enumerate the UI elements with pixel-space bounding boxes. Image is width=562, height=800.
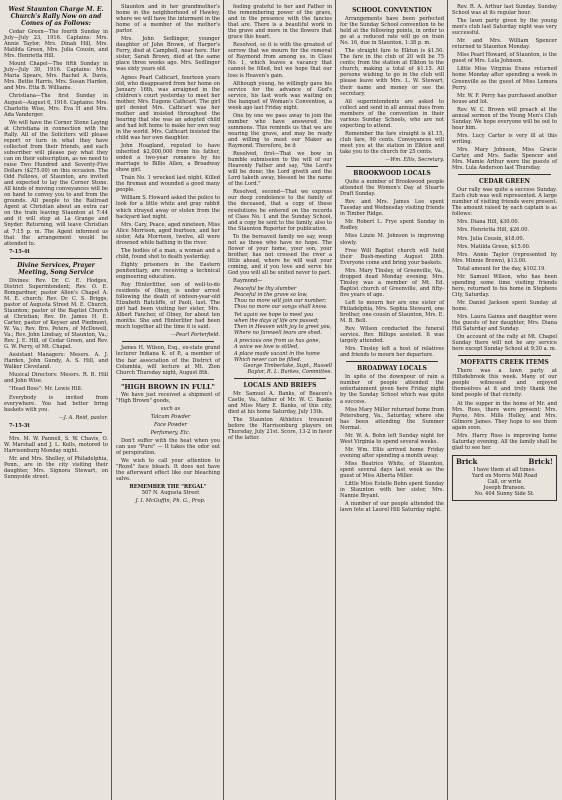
ad-line: Perfumery, Etc. bbox=[150, 429, 191, 436]
poem-line: Yet again we hope to meet you bbox=[234, 312, 314, 319]
paragraph: Everybody is invited from everywhere. You had better bring baskets with you. bbox=[4, 394, 108, 413]
paragraph: Mr. Samuel Wilson, who has been spending some time visiting friends here, returned to his home in Stephens City, Saturday. bbox=[452, 273, 557, 298]
column-4 bbox=[336, 0, 448, 800]
divider bbox=[234, 378, 326, 379]
paragraph: James H. Wilson, Esq., ex-state grand lecturer Indiana K. of P., a member of the bar association of the District of Columbia, will lecture at Mt. Zion Church Thursday night, August 8th. bbox=[116, 345, 220, 376]
brookwood-heading: BROOKWOOD LOCALS bbox=[353, 170, 431, 178]
paragraph: One by one we pass away to join the number who have answered the summons. This reminds us that we are nearing the grave, and may be ready and willing to meet our Maker as Raymond. Therefore, be it bbox=[228, 112, 332, 150]
poem-line: when the days of life are passed; bbox=[234, 318, 319, 325]
paragraph: Mrs. Matilda Green, $15.00. bbox=[457, 243, 531, 250]
divine-services-heading: Divine Services, Prayer Meeting, Song Service bbox=[17, 261, 95, 276]
paragraph: Mrs. Mary Tinsley, of Greenville, Va., dropped dead Monday evening. Mrs. Tinsley was a member of Mt. Ed. Baptist church of Greenville, and fifty-five years of age. bbox=[340, 267, 444, 298]
advertisement-regal bbox=[116, 384, 220, 505]
paragraph: Mr. Daniel Jackson spent Sunday at home. bbox=[452, 299, 557, 312]
brick-advertisement bbox=[452, 455, 557, 501]
paragraph: Mr. and Mrs. Shelley, of Philadelphia, Penn., are in the city visiting their daughter, Mrs. Signora Stewart, on Sunnyside street. bbox=[4, 455, 108, 481]
paragraph: Mr. Samuel A. Banks, of Beacon's Castle, Va., father of Mr. W. C. Banks and Miss Mary E. Banks, of this city, died at his home Saturday, July 15th. bbox=[228, 390, 332, 415]
paragraph: Resolved, so it is with the greatest of sorrow that we mourn for the removal of Raymond from among us, in Class No. 1, which leaves a vacancy that cannot be filled, but we hope that our loss is Heaven's gain. bbox=[228, 42, 332, 79]
ad-body: We wish to call your attention to "Rozol" face bleach. It does not have the afterward effect like our bleaching salve. bbox=[116, 458, 220, 483]
paragraph: Miss Beatrice White, of Staunton, spent several days last week as the guest of Miss Alberta Miller. bbox=[340, 460, 444, 480]
paragraph: The Staunton Athletics trounced before the Harrisonburg players on Thursday, July 21st. Score, 13-2 in favor of the latter. bbox=[228, 416, 332, 442]
paragraph: We will have the Corner Stone Laying at Christiana in connection with the Rally. All of the Solicitors will please report or turn in what they have collected from their friends, and each subscriber will please pay what they can on their subscription, as we need to raise Two Hundred and Seventy-Five Dollars ($275.00) on this occasion. The Odd Fellows, of Staunton, are invited and expected to lay the Corner Stone. All kinds of moving conveyances will be on hand to convey you to and from the grounds. All people to the Railroad Agent at Christian about an extra car on the train leaving Staunton at 7:44 and it will stop at La Grange and Snyder. Returning, will leave Christian at 7:15 p. m. The Agent informed us that the arrangement would be attended to. bbox=[4, 119, 108, 247]
paragraph: Rev. and Mrs. James Lee spent Tuesday and Wednesday visiting friends in Timber Ridge. bbox=[340, 199, 444, 218]
paragraph: Mr. and Mrs. William Spencer returned to Staunton Monday. bbox=[452, 38, 557, 51]
sig: Raymond— bbox=[233, 278, 263, 285]
paragraph: feeling grateful to her and Father in the remembering power of the grave, and in the presence with the fancies that are. There is a beautiful work in the grave and more in the flowers that grace this heart. bbox=[228, 4, 332, 41]
paragraph: Left to mourn her are one sister of Philadelphia, Mrs. Sophia Steward, one brother, one cousin of Staunton, Mrs. E. M. B. Bell. bbox=[340, 299, 444, 325]
ad-line: I have them at all times. bbox=[473, 466, 536, 473]
divider bbox=[346, 166, 438, 167]
paragraph: Rev. Wilson conducted the funeral service. Rev. Billups assisted. It was largely attended. bbox=[340, 326, 444, 345]
paragraph: Cedar Green—The fourth Sunday in July—July 23, 1916. Captains: Mrs. Annie Taylor, Mrs. Dinah Hill, Mrs. Matilda Green, Mrs. Julia Cousin, and Mrs. Henrietta Hill. bbox=[4, 29, 108, 60]
paragraph: Resolved, first—That we bow in humble submission to the will of our Heavenly Father and say, "the Lord's will be done; the Lord giveth and the Lord taketh away, blessed be the name of the Lord." bbox=[228, 151, 332, 188]
paragraph: Mrs. Tinsley left a host of relatives and friends to mourn her departure. bbox=[340, 346, 444, 359]
paragraph: On account of the rally at Mt. Chapel Sunday there will not be any service here except Sunday School at 9:30 a. m. bbox=[452, 334, 557, 353]
paragraph: Assistant Managers: Messrs. A. J. Harden, John Gundy, A. S. Hill, and Walker Cleveland. bbox=[4, 352, 108, 371]
poem-line: Peaceful be thy slumber bbox=[234, 286, 297, 293]
ad-proprietor: J. I. McGuffin, Ph. G., Prop. bbox=[135, 498, 206, 505]
cedar-green-heading: CEDAR GREEN bbox=[478, 178, 531, 186]
divider bbox=[10, 432, 102, 433]
paragraph: Mrs. Mary Johnson, Miss Gracie Carter, and Mrs. Sadie Spencer and Mrs. Mamie Arthur were the guests of Mrs. Lula Anderson last Thursday. bbox=[452, 146, 557, 172]
paragraph: Rev. R. A. Arthur last Sunday. Sunday School was at its regular hour. bbox=[452, 4, 557, 17]
paragraph: Agnes Pearl Cathcart, fourteen years old, who disappeared from her home on January 16th, was arraigned in the children's court yesterday to meet her mother, Mrs. Eugene Cathcart. The girl girl denied Mrs. Cathcart was her mother and insisted throughout the hearing that she was an adopted child and had left home to make her own way in the world. Mrs. Cathcart insisted the child was her own daughter. bbox=[116, 74, 220, 141]
paragraph: Mr. Wm. Ellis arrived home Friday evening after spending a month away. bbox=[340, 446, 444, 459]
locals-heading: LOCALS AND BRIEFS bbox=[243, 381, 317, 389]
ad-address: 507 N. Augusta Street bbox=[141, 490, 200, 497]
paragraph: Miss Lizzie M. Johnson is improving slowly. bbox=[340, 233, 444, 246]
paragraph: Although young, he willingly gave his service for the advance of God's service, his last work was waiting on the banquet of Woman's Convention, a week ago last Friday night. bbox=[228, 80, 332, 111]
divider bbox=[346, 361, 438, 362]
poem-line: Where no farewell tears are shed. bbox=[234, 330, 322, 337]
ad-remember: REMEMBER THE "REGAL" bbox=[129, 484, 207, 491]
paragraph: Mrs. Henrietta Hill, $26.00. bbox=[457, 227, 530, 234]
divider bbox=[10, 258, 102, 259]
poem-line: Peaceful in the grave so low, bbox=[234, 292, 308, 299]
paragraph: Quite a number of Brookwood people attended the Women's Day at Stuarts Draft Sunday. bbox=[340, 179, 444, 198]
divider bbox=[122, 341, 214, 342]
paragraph: Mrs. Julia Cousin, $18.00. bbox=[457, 235, 525, 242]
paragraph: Mrs. Annie Taylor (represented by Mrs. Minnie Brown), $13.00. bbox=[452, 251, 557, 264]
paragraph: There was a lawn party at Hillsdebrook this week. Many of our people witnessed and enjoyed themselves at it and truly thank the kind people of that vicinity. bbox=[452, 368, 557, 399]
poem-line: Thou no more wilt join our number; bbox=[234, 298, 327, 305]
signature: —Pearl Porterfield. bbox=[170, 332, 220, 339]
issue-date: 7-15-3t bbox=[9, 422, 30, 429]
paragraph: Mrs. M. W. Pannell, S. W. Chavis, O. W. Marshall and J. L. Kells, motored to Harrisonburg Monday night. bbox=[4, 435, 108, 454]
ad-title: "HIGH BROWN IN FULL" bbox=[121, 382, 215, 391]
poem-line: Which never can be filled. bbox=[234, 356, 302, 363]
paragraph: Mr. W. A. Bohn left Sunday night for West Virginia to spend several weeks. bbox=[340, 432, 444, 445]
paragraph: Mrs. Diana Hill, $30.00. bbox=[457, 219, 520, 226]
paragraph: The bodies of a man, a woman and a child, found shot to death yesterday. bbox=[116, 247, 220, 260]
poem-line: A precious one from us has gone, bbox=[234, 338, 321, 345]
paragraph: William S. Howard asked the police to look for a little white and gray rabbit which strayed away or stolen from the backyard last night. bbox=[116, 195, 220, 220]
paragraph: To the bereaved family we say, weep not as those who have no hope. The flower of your home, your son, your brother, has not crossed the river a little ahead, where he will wait your coming, and if you love and serve his God you will all be united never to part. bbox=[228, 233, 332, 276]
divider bbox=[458, 355, 551, 356]
paragraph: Miss Mary Miller returned home from Petersburg, Va., Saturday, where she has been attending the Summer Normal. bbox=[340, 406, 444, 431]
paragraph: Divines: Rev. Dr. C. E. Hodges, District Superintendent; Rev. O. E. Bomgardner, pastor Allen's Chapel A. M. E. church; Rev. Dr. C. S. Briggs, pastor of Augusta Street M. E. Church, Staunton; pastor of the Baptist Church at Christian; Rev. Dr. James H. E. Carter, pastor of Keyser and Piedmont, W. Va.; Rev. Bro. Peters, of McDowell, Va.; Rev. John Lindsay, of Staunton, Va.; Rev. J. E. Hill, of Cedar Green, and Rev. G. W. Perry, of Mt. Chapel. bbox=[4, 277, 108, 351]
signature: George Timberlake, Supt., Russell Baylor, R. L. Burkes, Committee. bbox=[243, 362, 332, 375]
poem bbox=[228, 286, 332, 363]
paragraph: Little Miss Virginia Evans returned home Monday after spending a week in Greenville as the guest of Miss Lemora Perry. bbox=[452, 66, 557, 91]
poem-line: A place made vacant in the home bbox=[234, 350, 320, 357]
signature: —Wm. Ellis, Secretary. bbox=[384, 157, 444, 164]
ad-line: Joseph Branson. bbox=[483, 485, 526, 492]
rally-heading: West Staunton Charge M. E. Church's Rally Now on and Comes of as Follows: bbox=[8, 6, 104, 27]
paragraph: Mrs. John Sedlinger, younger daughter of John Brown, of Harper's Ferry, died at Campbell, near here. Her sister, Sarah Brown, died at the same place three weeks ago. Mrs. Sedlinger was sixty years old. bbox=[116, 36, 220, 73]
paragraph: Arrangements have been perfected for the Sunday School convention to be held at the following points, in order to go at a reduced rate will go on train No. 16, due in Staunton, 1:38 p. m. bbox=[340, 16, 444, 47]
paragraph: Mr. W. F. Perry has purchased another house and lot. bbox=[452, 92, 557, 105]
paragraph: Musical Directors: Messrs. R. B. Hill and John Wise. bbox=[4, 372, 108, 385]
paragraph: Mrs. Cary, Peace, aged nineteen, Miss Alice Morrison, aged fourteen, and her sister, Ada Morrison, twelve, all were drowned while bathing in the river. bbox=[116, 221, 220, 246]
issue-date: 7-15-4t bbox=[9, 248, 30, 255]
paragraph: Free Will Baptist church will hold their Bush-meeting August 20th. Everyone come and bring your baskets. bbox=[340, 247, 444, 266]
paragraph: John Hoagland, reputed to have inherited $2,000,000 from his father, ended a two-year romance by his marriage to Billie Allen, a Broadway show girl. bbox=[116, 143, 220, 174]
ad-line: No. 404 Sunny Side St. bbox=[474, 491, 535, 498]
ad-line: Talcum Powder bbox=[150, 413, 191, 420]
column-3 bbox=[224, 0, 336, 800]
paragraph: Resolved, second—That we express our deep condolence to the family of the deceased, that a copy of these resolutions be entered on the records of Class No. 1 and the Sunday School, and a copy be sent to the family, also to the Staunton Reporter for publication. bbox=[228, 189, 332, 232]
brick-header bbox=[456, 456, 553, 466]
rally-paragraphs bbox=[4, 29, 108, 255]
divider bbox=[122, 379, 214, 380]
paragraph: Remember the fare straight is $1.15, club fare, 90 cents. Conveyances will meet you at the station in Elkton and take you to the church for 25 cents. bbox=[340, 130, 444, 155]
ad-body: Don't suffer with the heat when you can use "Pure" — It takes the odor out of perspiration. bbox=[116, 438, 220, 457]
poem-line: Then in Heaven with joy to greet you, bbox=[234, 324, 332, 331]
ad-line: Face Powder bbox=[153, 421, 188, 428]
column-5 bbox=[448, 0, 560, 800]
paragraph: Roy Hinterlitter, son of well-to-do residents of Olney, is under arrest following the death of sixteen-year-old Elizabeth Ratcliffe, of Paoli, last. The girl had been visiting her sister, Mrs. Albert Fancher, of Olney, for about ten months. She and Hinterliter had been much together all the time it is said. bbox=[116, 282, 220, 331]
broadway-heading: BROADWAY LOCALS bbox=[357, 365, 427, 373]
paragraph: Train No. 1 wrecked last night. Killed the fireman and wounded a good many people. bbox=[116, 175, 220, 194]
paragraph: Miss Pearl Howard, of Staunton, is the guest of Mrs. Lula Johnson. bbox=[452, 52, 558, 65]
school-convention-heading: SCHOOL CONVENTION bbox=[352, 7, 432, 14]
divider bbox=[458, 174, 551, 175]
brick-label-right: Brick! bbox=[528, 456, 553, 466]
ad-line: Call, or write bbox=[487, 479, 522, 486]
paragraph: In spite of the downpour of rain a number of people attended the entertainment given here Friday night by the Sunday School which was quite a success. bbox=[340, 374, 444, 405]
paragraph: Rev. W. C. Brown will preach at the annual sermon of the Young Men's Club Sunday. We hope everyone will be out to hear him. bbox=[452, 106, 557, 131]
moffatts-creek-heading: MOFFATTS CREEK ITEMS bbox=[460, 359, 549, 367]
column-2 bbox=[112, 0, 224, 800]
column-1 bbox=[0, 0, 112, 800]
paragraph: Mr. Robert L. Frye spent Sunday in Rodley. bbox=[340, 219, 444, 232]
poem-line: Thou no more our songs shall know. bbox=[234, 304, 328, 311]
paragraph: Eighty prisoners in the Eastern penitentiary, are receiving a technical engineering education. bbox=[116, 261, 220, 280]
paragraph: Mrs. Laura Gaines and daughter were the guests of her daughter, Mrs. Diana Hill Saturday and Sunday. bbox=[452, 314, 557, 333]
ad-line: Yard on Morris Mill Road bbox=[471, 473, 538, 479]
paragraph: Our rally was quite a success Sunday. Each club was well represented. A large number of visiting friends were present. The amount raised by each captain is as follows: bbox=[452, 187, 557, 218]
signature: —J. A. Reid, pastor. bbox=[58, 414, 108, 421]
poem-line: A voice we love is stilled, bbox=[234, 344, 299, 351]
ad-body: We have just received a shipment of "High Brown" goods, bbox=[116, 391, 220, 404]
paragraph: The lawn party given by the young men's club last Saturday night was very successful. bbox=[452, 18, 557, 37]
paragraph: Staunton and in her grandmother's home in the neighborhood of Hawley, where we will have the interment in the home of a member of the mother's parlor. bbox=[116, 4, 220, 35]
paragraph: At the supper in the home of Mr. and Mrs. Ross, there were present: Mrs. Payne, Mrs. Mills Holley, and Mrs. Gilmore James. They hope to see them again soon. bbox=[452, 400, 557, 431]
paragraph: Mount Chapel—The fifth Sunday in July—July 30, 1916. Captains: Mrs. Maria Spears, Mrs. Rachel A. Davis, Mrs. Bettie Harris, Mrs. Susan Harden, and Mrs. Etta B. Williams. bbox=[4, 61, 108, 92]
paragraph: All superintendents are asked to collect and send in all annual dues from members of the convention in their various Sunday Schools, who are not expecting to attend. bbox=[340, 98, 444, 129]
paragraph: Mrs. Lucy Carter is very ill at this writing. bbox=[452, 132, 557, 145]
paragraph: Christiana—The first Sunday in August—August 6, 1916. Captains: Mrs. Charlotte Wise, Mrs. Eva H and Mrs. Ada Vanderger. bbox=[4, 93, 108, 118]
paragraph: The straight fare to Elkton is $1.50. The fare in the club of 20 will be 75 cents; from the station at Elkton to the church, making a total of $1.15. All persons wishing to go in the club will please leave with Mrs. L. W. Stewart, their name and money or see the secretary. bbox=[340, 48, 444, 97]
paragraph: "Head Boss": Mr. Lewis Hill. bbox=[9, 386, 83, 393]
paragraph: Little Miss Estelle Bohn spent Sunday in Staunton with her sister, Mrs. Nannie Bryant. bbox=[340, 481, 444, 500]
paragraph: A number of our people attended the lawn fete at Laurel Hill Saturday night. bbox=[340, 501, 444, 514]
ad-line: such as bbox=[160, 405, 181, 412]
paragraph: Total amount for the day, $102.19. bbox=[457, 265, 546, 272]
brick-label-left: Brick bbox=[456, 456, 478, 466]
paragraph: Mrs. Harry Ross is improving home Saturday evening. All the family shall be glad to see her. bbox=[452, 432, 557, 451]
